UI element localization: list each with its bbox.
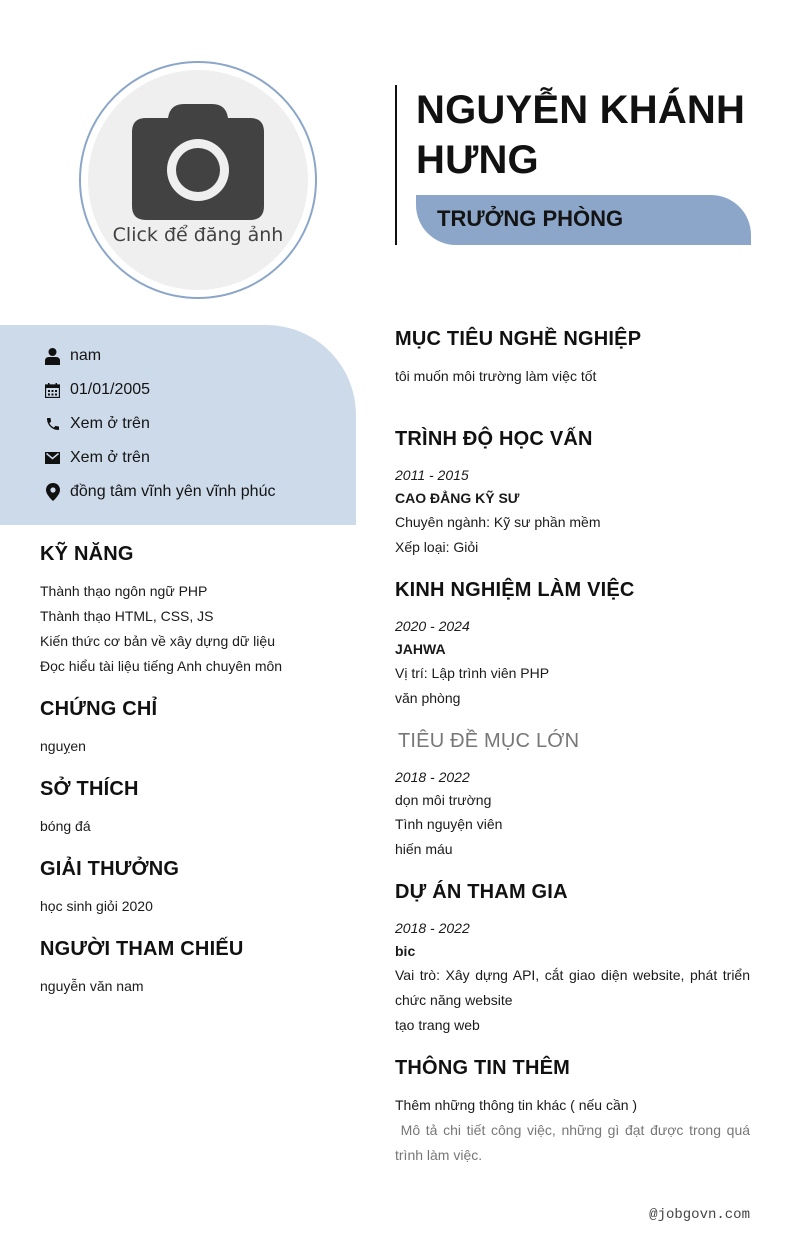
personal-info-panel bbox=[0, 325, 356, 525]
job-title: TRƯỞNG PHÒNG bbox=[437, 206, 624, 231]
address-value: đồng tâm vĩnh yên vĩnh phúc bbox=[70, 483, 276, 500]
skills-title[interactable]: KỸ NĂNG bbox=[40, 543, 134, 565]
email-value: Xem ở trên bbox=[70, 449, 150, 466]
references-title[interactable]: NGƯỜI THAM CHIẾU bbox=[40, 938, 244, 960]
camera-icon bbox=[132, 104, 264, 220]
name-line-1: NGUYỄN KHÁNH bbox=[416, 88, 746, 132]
project-role[interactable]: Vai trò: Xây dựng API, cắt giao diện website, phát triển chức năng website bbox=[395, 967, 750, 1008]
custom-section-title[interactable]: TIÊU ĐỀ MỤC LỚN bbox=[398, 730, 580, 752]
location-pin-icon bbox=[44, 484, 61, 501]
additional-info-title[interactable]: THÔNG TIN THÊM bbox=[395, 1057, 571, 1079]
additional-info-placeholder[interactable]: Mô tả chi tiết công việc, những gì đạt được trong quá trình làm việc. bbox=[395, 1122, 754, 1163]
project-description[interactable]: tạo trang web bbox=[395, 1017, 480, 1033]
custom-section-period[interactable]: 2018 - 2022 bbox=[395, 769, 470, 785]
person-icon bbox=[44, 348, 61, 365]
custom-section-item[interactable]: Tình nguyện viên bbox=[395, 816, 503, 832]
projects-title[interactable]: DỰ ÁN THAM GIA bbox=[395, 881, 568, 903]
experience-period[interactable]: 2020 - 2024 bbox=[395, 618, 470, 634]
phone-icon bbox=[44, 416, 61, 433]
project-period[interactable]: 2018 - 2022 bbox=[395, 920, 470, 936]
custom-section-item[interactable]: dọn môi trường bbox=[395, 792, 492, 808]
objective-title[interactable]: MỤC TIÊU NGHỀ NGHIỆP bbox=[395, 328, 642, 350]
experience-position[interactable]: Vị trí: Lập trình viên PHP bbox=[395, 665, 550, 681]
custom-section-item[interactable]: hiến máu bbox=[395, 841, 453, 857]
education-grade[interactable]: Xếp loại: Giỏi bbox=[395, 539, 479, 555]
education-period[interactable]: 2011 - 2015 bbox=[395, 467, 469, 483]
education-title[interactable]: TRÌNH ĐỘ HỌC VẤN bbox=[395, 428, 593, 450]
hobbies-title[interactable]: SỞ THÍCH bbox=[40, 778, 139, 800]
hobby-item[interactable]: bóng đá bbox=[40, 818, 91, 834]
award-item[interactable]: học sinh giỏi 2020 bbox=[40, 898, 153, 914]
info-phone[interactable] bbox=[44, 413, 150, 435]
certificate-item[interactable]: nguỵen bbox=[40, 738, 86, 754]
experience-company[interactable]: JAHWA bbox=[395, 641, 446, 657]
info-birthdate[interactable] bbox=[44, 379, 150, 401]
watermark: @jobgovn.com bbox=[649, 1207, 750, 1223]
education-school[interactable]: CAO ĐẲNG KỸ SƯ bbox=[395, 490, 520, 506]
avatar-caption: Click để đăng ảnh bbox=[112, 224, 284, 246]
skill-item[interactable]: Đọc hiểu tài liệu tiếng Anh chuyên môn bbox=[40, 658, 283, 674]
avatar-placeholder bbox=[88, 70, 308, 290]
birthdate-value: 01/01/2005 bbox=[70, 381, 151, 398]
project-name[interactable]: bic bbox=[395, 943, 416, 959]
email-icon bbox=[44, 450, 61, 467]
calendar-icon bbox=[44, 382, 61, 399]
phone-value: Xem ở trên bbox=[70, 415, 150, 432]
certificates-title[interactable]: CHỨNG CHỈ bbox=[40, 698, 158, 720]
experience-description[interactable]: văn phòng bbox=[395, 690, 461, 706]
education-major[interactable]: Chuyên ngành: Kỹ sư phần mềm bbox=[395, 514, 601, 530]
info-address[interactable] bbox=[44, 481, 275, 503]
skill-item[interactable]: Kiến thức cơ bản về xây dựng dữ liệu bbox=[40, 633, 275, 649]
skill-item[interactable]: Thành thạo HTML, CSS, JS bbox=[40, 608, 214, 624]
skill-item[interactable]: Thành thạo ngôn ngữ PHP bbox=[40, 583, 208, 599]
experience-title[interactable]: KINH NGHIỆM LÀM VIỆC bbox=[395, 579, 635, 601]
additional-info-text[interactable]: Thêm những thông tin khác ( nếu cần ) bbox=[395, 1097, 638, 1113]
name-block bbox=[395, 85, 765, 245]
reference-item[interactable]: nguyễn văn nam bbox=[40, 978, 144, 994]
name-line-2: HƯNG bbox=[416, 138, 539, 182]
job-title-badge[interactable] bbox=[416, 195, 751, 245]
awards-title[interactable]: GIẢI THƯỞNG bbox=[40, 858, 180, 880]
info-gender[interactable] bbox=[44, 345, 101, 367]
info-email[interactable] bbox=[44, 447, 150, 469]
full-name[interactable] bbox=[416, 85, 756, 185]
gender-value: nam bbox=[70, 347, 102, 364]
avatar-upload[interactable] bbox=[79, 61, 317, 299]
objective-text[interactable]: tôi muốn môi trường làm việc tốt bbox=[395, 368, 597, 384]
